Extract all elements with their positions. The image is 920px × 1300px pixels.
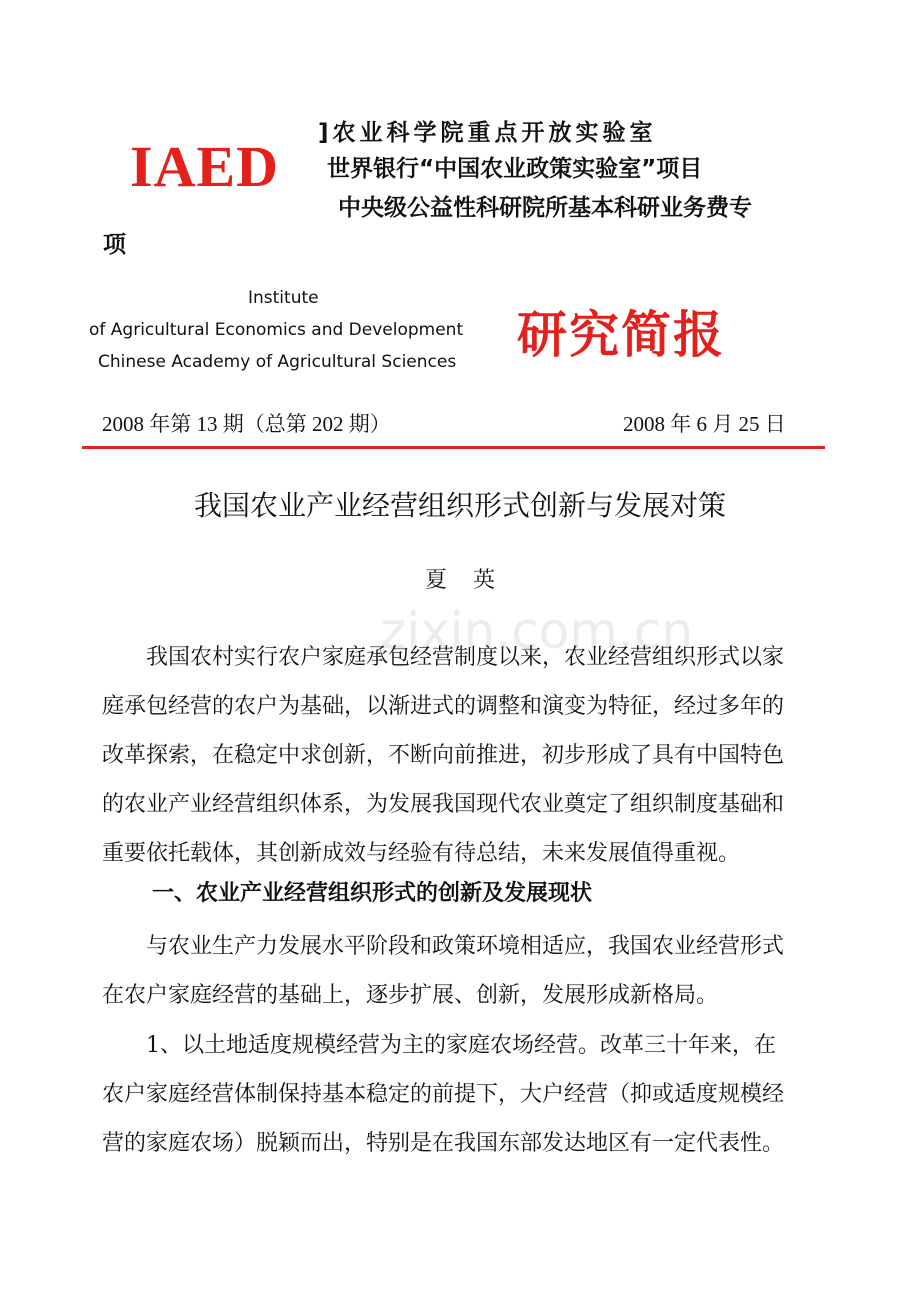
bulletin-title: 研究简报 xyxy=(517,305,725,364)
paragraph-line: 营的家庭农场）脱颖而出，特别是在我国东部发达地区有一定代表性。 xyxy=(102,1131,785,1156)
paragraph-line: 的农业产业经营组织体系，为发展我国现代农业奠定了组织制度基础和 xyxy=(102,792,785,817)
paragraph-family-farm xyxy=(102,1021,822,1168)
iaed-logo: IAED xyxy=(130,134,280,199)
issue-number: 2008 年第 13 期（总第 202 期） xyxy=(102,412,391,436)
paragraph-line: 在农户家庭经营的基础上，逐步扩展、创新，发展形成新格局。 xyxy=(102,983,719,1008)
paragraph-line: 与农业生产力发展水平阶段和政策环境相适应，我国农业经营形式 xyxy=(146,934,785,959)
header-line-fund: 中央级公益性科研院所基本科研业务费专 xyxy=(338,195,752,221)
header-line-lab: ]农业科学院重点开放实验室 xyxy=(318,120,657,146)
institute-line-2: of Agricultural Economics and Development xyxy=(89,320,464,340)
paragraph-line: 改革探索，在稳定中求创新，不断向前推进，初步形成了具有中国特色 xyxy=(102,743,785,768)
header-line-fund-wrap: 项 xyxy=(103,232,126,258)
institute-line-3: Chinese Academy of Agricultural Sciences xyxy=(98,352,457,372)
article-author: 夏英 xyxy=(424,568,521,593)
paragraph-line: 我国农村实行农户家庭承包经营制度以来，农业经营组织形式以家 xyxy=(146,645,785,670)
issue-date: 2008 年 6 月 25 日 xyxy=(623,412,786,436)
paragraph-line: 农户家庭经营体制保持基本稳定的前提下，大户经营（抑或适度规模经 xyxy=(102,1082,785,1107)
header-line-worldbank: 世界银行“中国农业政策实验室”项目 xyxy=(327,156,703,182)
institute-line-1: Institute xyxy=(248,288,319,308)
paragraph-line: 庭承包经营的农户为基础，以渐进式的调整和演变为特征，经过多年的 xyxy=(102,694,785,719)
section-heading: 一、农业产业经营组织形式的创新及发展现状 xyxy=(152,881,593,906)
article-title: 我国农业产业经营组织形式创新与发展对策 xyxy=(193,489,726,522)
header-divider xyxy=(82,446,825,449)
paragraph-line: 重要依托载体，其创新成效与经验有待总结，未来发展值得重视。 xyxy=(102,841,741,866)
paragraph-intro xyxy=(102,633,822,878)
paragraph-context xyxy=(102,922,822,1020)
watermark: zixin.com.cn xyxy=(380,602,694,660)
paragraph-line: 1、以土地适度规模经营为主的家庭农场经营。改革三十年来，在 xyxy=(146,1033,776,1058)
